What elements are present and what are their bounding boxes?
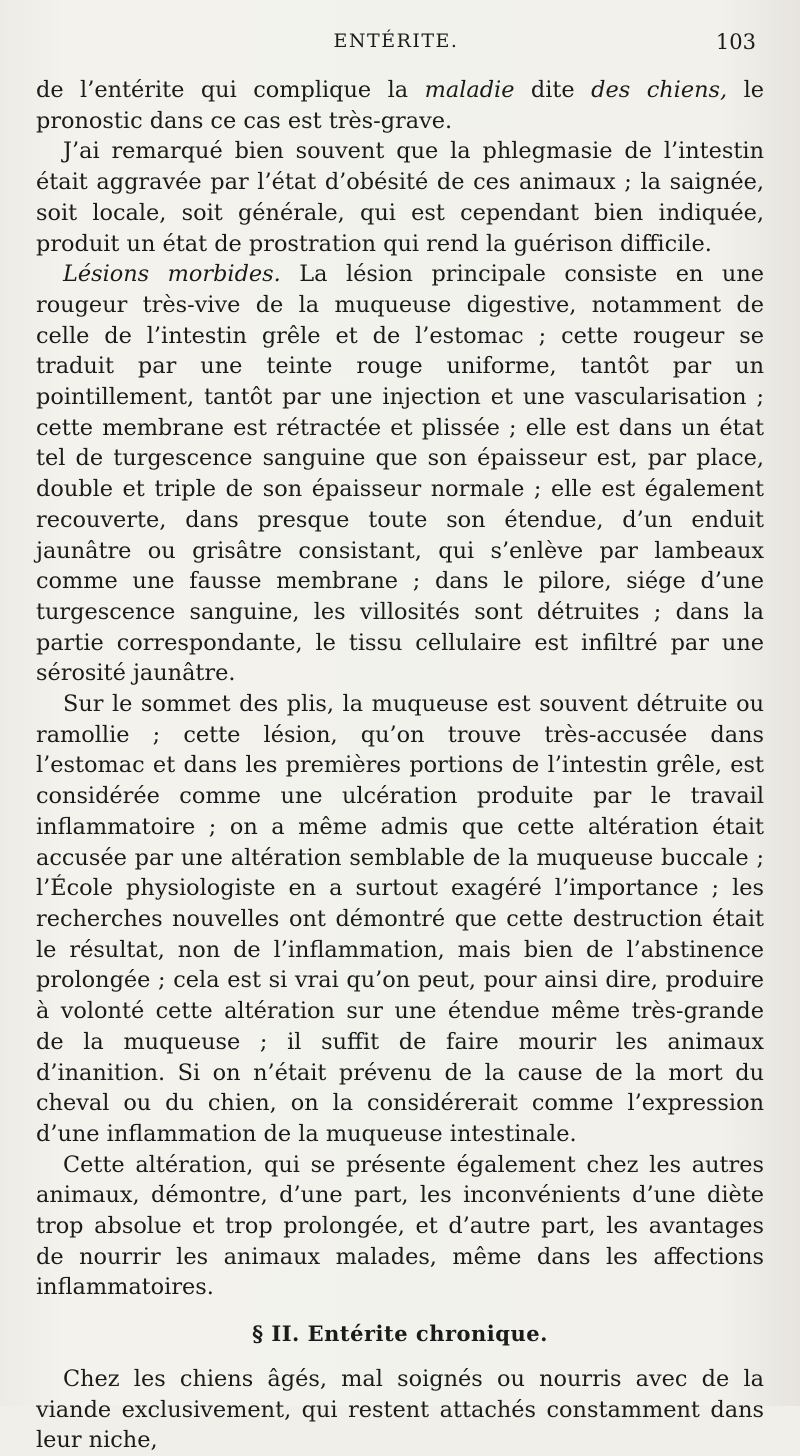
paragraph-1 — [36, 75, 764, 136]
section-heading: § II. Entérite chronique. — [252, 1321, 548, 1347]
paragraph-5: Cette altération, qui se présente également chez les autres animaux, démontre, d’une part, les inconvénients d’une diète trop absolue et trop prolongée, et d’autre part, les avantages de nourrir les animaux malades, même dans les affections inflammatoires. — [36, 1151, 764, 1301]
page-header — [36, 30, 756, 60]
lesions-morbides-heading: Lésions morbides. — [63, 261, 281, 288]
p1-text-a: de l’entérite qui complique la — [36, 77, 425, 103]
p1-italic-maladie: maladie — [424, 77, 515, 103]
page-number: 103 — [715, 30, 756, 54]
paragraph-4: Sur le sommet des plis, la muqueuse est souvent détruite ou ramollie ; cette lésion, qu’on trouve très-accusée dans l’estomac et dans les premières portions de l’intestin grêle, est considérée comme une ulcération produite par le travail inflammatoire ; on a même admis que cette altération était accusée par une altération semblable de la muqueuse buccale ; l’École physiologiste en a surtout exagéré l’importance ; les recherches nouvelles ont démontré que cette destruction était le résultat, non de l’inflammation, mais bien de l’abstinence prolongée ; cela est si vrai qu’on peut, pour ainsi dire, produire à volonté cette altération sur une étendue même très-grande de la muqueuse ; il suffit de faire mourir les animaux d’inanition. Si on n’était prévenu de la cause de la mort du cheval ou du chien, on la considérerait comme l’expression d’une inflammation de la muqueuse intestinale. — [36, 691, 764, 1147]
paragraph-2: J’ai remarqué bien souvent que la phlegmasie de l’intestin était aggravée par l’état d’obésité de ces animaux ; la saignée, soit locale, soit générale, qui est cependant bien indiquée, produit un état de prostration qui rend la guérison difficile. — [36, 138, 764, 257]
paragraph-6: Chez les chiens âgés, mal soignés ou nourris avec de la viande exclusivement, qui restent attachés constamment dans leur niche, — [36, 1365, 764, 1454]
p3-text: La lésion principale consiste en une rougeur très-vive de la muqueuse digestive, notamment de celle de l’intestin grêle et de l’estomac ; cette rougeur se traduit par une teinte rouge uniforme, tantôt par un pointillement, tantôt par une injection et une vascularisation ; cette membrane est rétractée et plissée ; elle est dans un état tel de turgescence sanguine que son épaisseur est, par place, double et triple de son épaisseur normale ; elle est également recouverte, dans presque toute son étendue, d’un enduit jaunâtre ou grisâtre consistant, qui s’enlève par lambeaux comme une fausse membrane ; dans le pilore, siége d’une turgescence sanguine, les villosités sont détruites ; dans la partie correspondante, le tissu cellulaire est infiltré par une sérosité jaunâtre. — [36, 261, 764, 687]
paragraph-3 — [36, 259, 764, 689]
p1-text-b: dite — [514, 77, 592, 103]
p1-italic-des-chiens: des chiens, — [591, 77, 728, 103]
running-title: ENTÉRITE. — [333, 30, 459, 52]
p1-text-c: le pronostic dans ce cas est très-grave. — [36, 77, 764, 134]
body-text — [36, 75, 764, 1456]
